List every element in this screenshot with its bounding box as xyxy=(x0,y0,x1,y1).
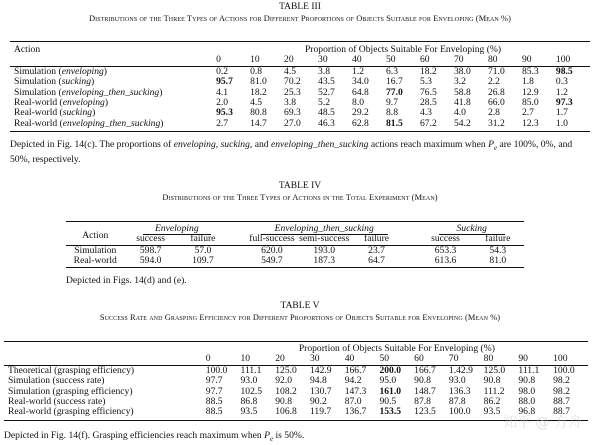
table5-proportion-header: 0 xyxy=(205,353,211,365)
table5-cell: 87.8 xyxy=(414,396,431,408)
table3-cell: 3.2 xyxy=(453,76,466,88)
table5-title: Success Rate and Grasping Efficiency for Different Proportions of Objects Suitable for Enveloping (Mean %) xyxy=(99,313,501,322)
table5-cell: 119.7 xyxy=(309,406,332,418)
table5-proportion-header: 60 xyxy=(414,353,424,365)
table4-subheader: failure xyxy=(364,233,390,245)
watermark: 知乎 @ 方舟 xyxy=(503,415,582,431)
table5-cell: 93.5 xyxy=(483,406,501,418)
table3-group-header: Proportion of Objects Suitable For Enveloping (%) xyxy=(304,44,502,55)
row-label-mode: enveloping xyxy=(61,65,104,77)
table3-cell: 4.5 xyxy=(250,97,263,109)
table3-cell: 28.5 xyxy=(419,97,437,109)
table3-cell: 5.2 xyxy=(318,97,331,109)
table3-cell: 54.2 xyxy=(453,117,471,129)
table5-cell: 90.8 xyxy=(275,396,293,408)
table3-cell: 62.8 xyxy=(352,117,369,129)
table3-cell: 1.0 xyxy=(555,117,568,129)
note-part: actions reach maximum when xyxy=(368,139,489,150)
table4-group-enveloping-then-sucking: Enveloping_then_sucking xyxy=(246,222,403,235)
table3-proportion-header: 90 xyxy=(521,54,532,66)
note-part: , and xyxy=(249,139,271,150)
table5-cell: 97.7 xyxy=(205,385,223,397)
table3-row-label xyxy=(10,119,216,132)
row-label-suffix: ) xyxy=(92,107,96,119)
row-label-mode: enveloping xyxy=(62,97,105,109)
table5-cell: 100.0 xyxy=(553,364,575,376)
table5-cell: 93.0 xyxy=(240,375,258,387)
table5-cell: 88.5 xyxy=(205,406,223,418)
table3-cell: 3.8 xyxy=(318,65,331,77)
table5-number: TABLE V xyxy=(280,301,320,311)
table5-proportion-header: 90 xyxy=(518,353,528,365)
table5-cell: 147.3 xyxy=(344,385,367,397)
table5-proportion-header: 30 xyxy=(309,353,320,365)
table3-cell: 8.0 xyxy=(352,97,365,109)
table3-cell: 52.7 xyxy=(318,86,335,98)
table3-proportion-header: 10 xyxy=(250,54,260,66)
table5-cell: 96.8 xyxy=(518,406,536,418)
table3-proportion-header: 50 xyxy=(386,54,396,66)
row-label-mode: sucking xyxy=(62,107,93,119)
table3-cell: 4.1 xyxy=(216,86,229,98)
note-part: enveloping_then_sucking xyxy=(270,139,369,150)
table4-row-label: Real-world xyxy=(73,255,117,267)
table3-cell: 0.3 xyxy=(555,76,568,88)
table5-cell: 87.8 xyxy=(448,396,466,408)
table3-cell: 2.2 xyxy=(487,76,500,88)
table3-proportion-header: 20 xyxy=(284,54,294,66)
row-label-suffix: ) xyxy=(91,76,95,88)
note-part: P xyxy=(264,430,270,441)
table5-cell: 161.0 xyxy=(379,385,402,397)
table4-cell: 81.0 xyxy=(489,255,507,267)
table4-cell: 187.3 xyxy=(313,255,336,267)
table4-subheader: full-success xyxy=(249,233,295,245)
table5-group-header: Proportion of Objects Suitable For Enveloping (%) xyxy=(298,343,495,354)
table5-row-label: Simulation (success rate) xyxy=(8,375,105,387)
table3-proportion-header: 30 xyxy=(318,54,328,66)
table3-cell: 29.2 xyxy=(352,107,369,119)
table3-cell: 12.3 xyxy=(521,117,539,129)
table3-cell: 1.2 xyxy=(352,65,365,77)
table5-cell: 136.3 xyxy=(448,385,471,397)
table5-cell: 90.8 xyxy=(483,375,501,387)
table-row xyxy=(66,256,524,267)
row-label-prefix: Simulation ( xyxy=(14,86,62,98)
table5-cell: 111.1 xyxy=(240,364,262,376)
table3-cell: 0.2 xyxy=(216,65,229,77)
table3-caption xyxy=(0,2,600,24)
table4-cell: 193.0 xyxy=(313,244,336,256)
table3-cell: 70.2 xyxy=(284,76,301,88)
table4-cell: 653.3 xyxy=(434,244,457,256)
table5-cell: 88.5 xyxy=(205,396,223,408)
row-label-prefix: Simulation ( xyxy=(14,65,62,77)
table3-cell: 95.7 xyxy=(216,76,233,88)
table3-cell: 2.0 xyxy=(216,97,229,109)
table4-cell: 23.7 xyxy=(368,244,385,256)
note-part: P xyxy=(488,139,494,150)
spacer xyxy=(403,234,420,245)
table5-cell: 166.7 xyxy=(414,364,436,376)
row-label-mode: enveloping_then_sucking xyxy=(62,117,161,129)
table4-caption xyxy=(0,181,600,203)
table3-proportion-row xyxy=(10,55,590,66)
table4-cell: 54.3 xyxy=(489,244,507,256)
row-label-prefix: Real-world ( xyxy=(14,97,63,109)
table5-cell: 88.7 xyxy=(553,396,570,408)
note-part: is 50%. xyxy=(273,430,305,441)
table5-caption xyxy=(0,301,600,323)
table4-note: Depicted in Figs. 14(d) and (e). xyxy=(66,275,187,286)
table3-cell: 12.9 xyxy=(521,86,539,98)
table5-cell: 86.2 xyxy=(483,396,501,408)
table4-cell: 57.0 xyxy=(194,244,212,256)
table3 xyxy=(10,41,590,132)
table4-subheader: success xyxy=(431,233,460,245)
table5-cell: 94.8 xyxy=(309,375,327,387)
table5-cell: 142.9 xyxy=(309,364,332,376)
table3-cell: 4.0 xyxy=(453,107,466,119)
table5-cell: 153.5 xyxy=(379,406,402,418)
row-label-mode: enveloping_then_sucking xyxy=(61,86,160,98)
table3-cell: 3.8 xyxy=(284,97,297,109)
table4-cell: 64.7 xyxy=(368,255,385,267)
table3-proportion-header: 60 xyxy=(419,54,430,66)
table3-cell: 0.8 xyxy=(250,65,263,77)
table5-cell: 98.2 xyxy=(553,375,570,387)
table3-cell: 1.2 xyxy=(555,86,568,98)
table3-cell: 27.0 xyxy=(284,117,301,129)
table4-subheader: success xyxy=(136,233,166,245)
table5-proportion-row xyxy=(4,354,588,365)
row-label-suffix: ) xyxy=(159,86,163,98)
table3-number: TABLE III xyxy=(279,2,321,12)
table3-cell: 95.3 xyxy=(216,107,233,119)
table5-cell: 100.0 xyxy=(205,364,228,376)
table5-proportion-header: 40 xyxy=(344,353,355,365)
table5-proportion-header: 10 xyxy=(240,353,251,365)
note-part: Depicted in Fig. 14(c). The proportions of xyxy=(10,139,174,150)
note-part: are 100%, 0%, and 50%, respectively. xyxy=(10,139,573,165)
table3-cell: 18.2 xyxy=(250,86,267,98)
table3-cell: 38.0 xyxy=(453,65,471,77)
note-part: , xyxy=(215,139,221,150)
table4-subheader: failure xyxy=(485,233,511,245)
table3-cell: 25.3 xyxy=(284,86,301,98)
table3-cell: 64.8 xyxy=(352,86,369,98)
table5-cell: 97.7 xyxy=(205,375,223,387)
table3-cell: 2.7 xyxy=(521,107,534,119)
table3-cell: 85.3 xyxy=(521,65,539,77)
table3-cell: 41.8 xyxy=(453,97,471,109)
table3-cell: 4.5 xyxy=(284,65,297,77)
table5-cell: 98.2 xyxy=(553,385,570,397)
table3-cell: 2.7 xyxy=(216,117,229,129)
row-label-prefix: Simulation ( xyxy=(14,76,62,88)
table-row xyxy=(4,407,588,420)
table5 xyxy=(4,341,588,421)
table3-cell: 6.3 xyxy=(386,65,398,77)
table3-proportion-header: 40 xyxy=(352,54,362,66)
table3-cell: 31.2 xyxy=(487,117,505,129)
table3-proportion-header: 80 xyxy=(487,54,498,66)
table5-cell: 111.1 xyxy=(518,364,540,376)
table5-cell: 90.8 xyxy=(518,375,536,387)
table5-proportion-header: 20 xyxy=(275,353,285,365)
note-part: Depicted in Fig. 14(f). Grasping efficiencies reach maximum when xyxy=(4,430,265,441)
table5-cell: 90.2 xyxy=(309,396,327,408)
table3-cell: 98.5 xyxy=(555,65,573,77)
table4-number: TABLE IV xyxy=(278,181,322,191)
row-label-prefix: Real-world ( xyxy=(14,117,63,129)
table5-cell: 93.0 xyxy=(448,375,466,387)
table4-cell: 598.7 xyxy=(139,244,162,256)
table4-action-header: Action xyxy=(82,230,109,242)
table3-cell: 1.7 xyxy=(555,107,568,119)
table5-cell: 100.0 xyxy=(448,406,471,418)
table5-cell: 88.0 xyxy=(518,396,536,408)
spacer xyxy=(229,256,246,267)
table3-cell: 34.0 xyxy=(352,76,369,88)
table3-cell: 85.0 xyxy=(521,97,539,109)
table3-cell: 67.2 xyxy=(419,117,437,129)
table3-cell: 58.8 xyxy=(453,86,471,98)
table5-row-label: Simulation (grasping efficiency) xyxy=(8,385,133,397)
note-subscript: e xyxy=(269,434,274,443)
table5-cell: 125.0 xyxy=(483,364,506,376)
table5-cell: 102.5 xyxy=(240,385,263,397)
table5-cell: 111.2 xyxy=(483,385,505,397)
table4-cell: 594.0 xyxy=(139,255,162,267)
table5-cell: 90.5 xyxy=(379,396,397,408)
table5-row-label: Real-world (success rate) xyxy=(8,396,106,408)
table5-cell: 98.0 xyxy=(518,385,536,397)
table3-title: Distributions of the Three Types of Actions for Different Proportions of Objects Suitable for Enveloping (Mean %) xyxy=(88,14,512,23)
table5-proportion-header: 100 xyxy=(553,353,568,365)
row-label-suffix: ) xyxy=(160,117,164,129)
table3-cell: 97.3 xyxy=(555,97,573,109)
table5-proportion-header: 80 xyxy=(483,353,494,365)
table3-cell: 81.0 xyxy=(250,76,267,88)
table5-cell: 136.7 xyxy=(344,406,367,418)
table4-cell: 620.0 xyxy=(261,244,283,256)
table4-subheader: failure xyxy=(190,233,216,245)
table5-cell: 93.5 xyxy=(240,406,258,418)
spacer xyxy=(403,256,420,267)
table3-cell: 81.5 xyxy=(386,117,403,129)
table4 xyxy=(66,221,524,268)
table3-cell: 46.3 xyxy=(318,117,335,129)
table4-group-enveloping: Enveloping xyxy=(125,222,230,235)
table3-cell: 48.5 xyxy=(318,107,335,119)
table5-cell: 130.7 xyxy=(309,385,332,397)
table4-cell: 549.7 xyxy=(261,255,283,267)
table4-cell: 613.6 xyxy=(434,255,457,267)
table5-cell: 106.8 xyxy=(275,406,297,418)
note-part: sucking xyxy=(220,139,250,150)
table5-proportion-header: 50 xyxy=(379,353,390,365)
table3-cell: 77.0 xyxy=(386,86,403,98)
table3-action-header: Action xyxy=(14,44,41,55)
table5-cell: 95.0 xyxy=(379,375,397,387)
spacer xyxy=(403,245,420,256)
table4-subheader: semi-success xyxy=(299,233,350,245)
table5-row-label: Theoretical (grasping efficiency) xyxy=(8,364,135,376)
table3-cell: 16.7 xyxy=(386,76,403,88)
table3-cell: 43.5 xyxy=(318,76,335,88)
table5-cell: 90.8 xyxy=(414,375,431,387)
table3-note xyxy=(10,139,592,165)
table3-cell: 8.8 xyxy=(386,107,398,119)
note-subscript: e xyxy=(493,143,498,152)
table5-cell: 87.0 xyxy=(344,396,362,408)
table3-cell: 66.0 xyxy=(487,97,505,109)
table5-cell: 92.0 xyxy=(275,375,293,387)
table4-cell: 109.7 xyxy=(192,255,214,267)
table3-proportion-header: 70 xyxy=(453,54,464,66)
table5-cell: 88.7 xyxy=(553,406,570,418)
table3-cell: 76.5 xyxy=(419,86,437,98)
table3-cell: 80.8 xyxy=(250,107,267,119)
table4-group-sucking: Sucking xyxy=(419,222,524,235)
table3-cell: 71.0 xyxy=(487,65,505,77)
table5-cell: 94.2 xyxy=(344,375,362,387)
table3-proportion-header: 0 xyxy=(216,54,221,66)
table4-title: Distributions of the Three Types of Actions in the Total Experiment (Mean) xyxy=(162,193,438,202)
table5-row-label: Real-world (grasping efficiency) xyxy=(8,406,134,418)
spacer xyxy=(229,245,246,256)
table3-cell: 4.3 xyxy=(419,107,432,119)
table5-cell: 125.0 xyxy=(275,364,297,376)
table3-cell: 69.3 xyxy=(284,107,301,119)
table4-row-label: Simulation xyxy=(74,244,117,256)
table3-cell: 9.7 xyxy=(386,97,398,109)
row-label-mode: sucking xyxy=(61,76,92,88)
table5-cell: 166.7 xyxy=(344,364,367,376)
row-label-suffix: ) xyxy=(104,97,109,109)
table3-cell: 1.8 xyxy=(521,76,534,88)
table3-proportion-header: 100 xyxy=(555,54,571,66)
table-row xyxy=(10,119,590,132)
table5-proportion-header: 70 xyxy=(448,353,459,365)
table5-cell: 86.8 xyxy=(240,396,258,408)
table5-cell: 1.42.9 xyxy=(448,364,473,376)
table5-cell: 123.5 xyxy=(414,406,436,418)
table3-cell: 2.8 xyxy=(487,107,500,119)
table5-cell: 108.2 xyxy=(275,385,297,397)
table5-cell: 148.7 xyxy=(414,385,436,397)
table3-cell: 18.2 xyxy=(419,65,437,77)
row-label-suffix: ) xyxy=(103,65,107,77)
table4-subheader-row xyxy=(66,234,524,245)
note-part: enveloping xyxy=(173,139,216,150)
table3-cell: 5.3 xyxy=(419,76,432,88)
table3-cell: 26.8 xyxy=(487,86,505,98)
spacer xyxy=(229,234,246,245)
row-label-prefix: Real-world ( xyxy=(14,107,63,119)
table5-cell: 200.0 xyxy=(379,364,402,376)
table3-cell: 14.7 xyxy=(250,117,267,129)
